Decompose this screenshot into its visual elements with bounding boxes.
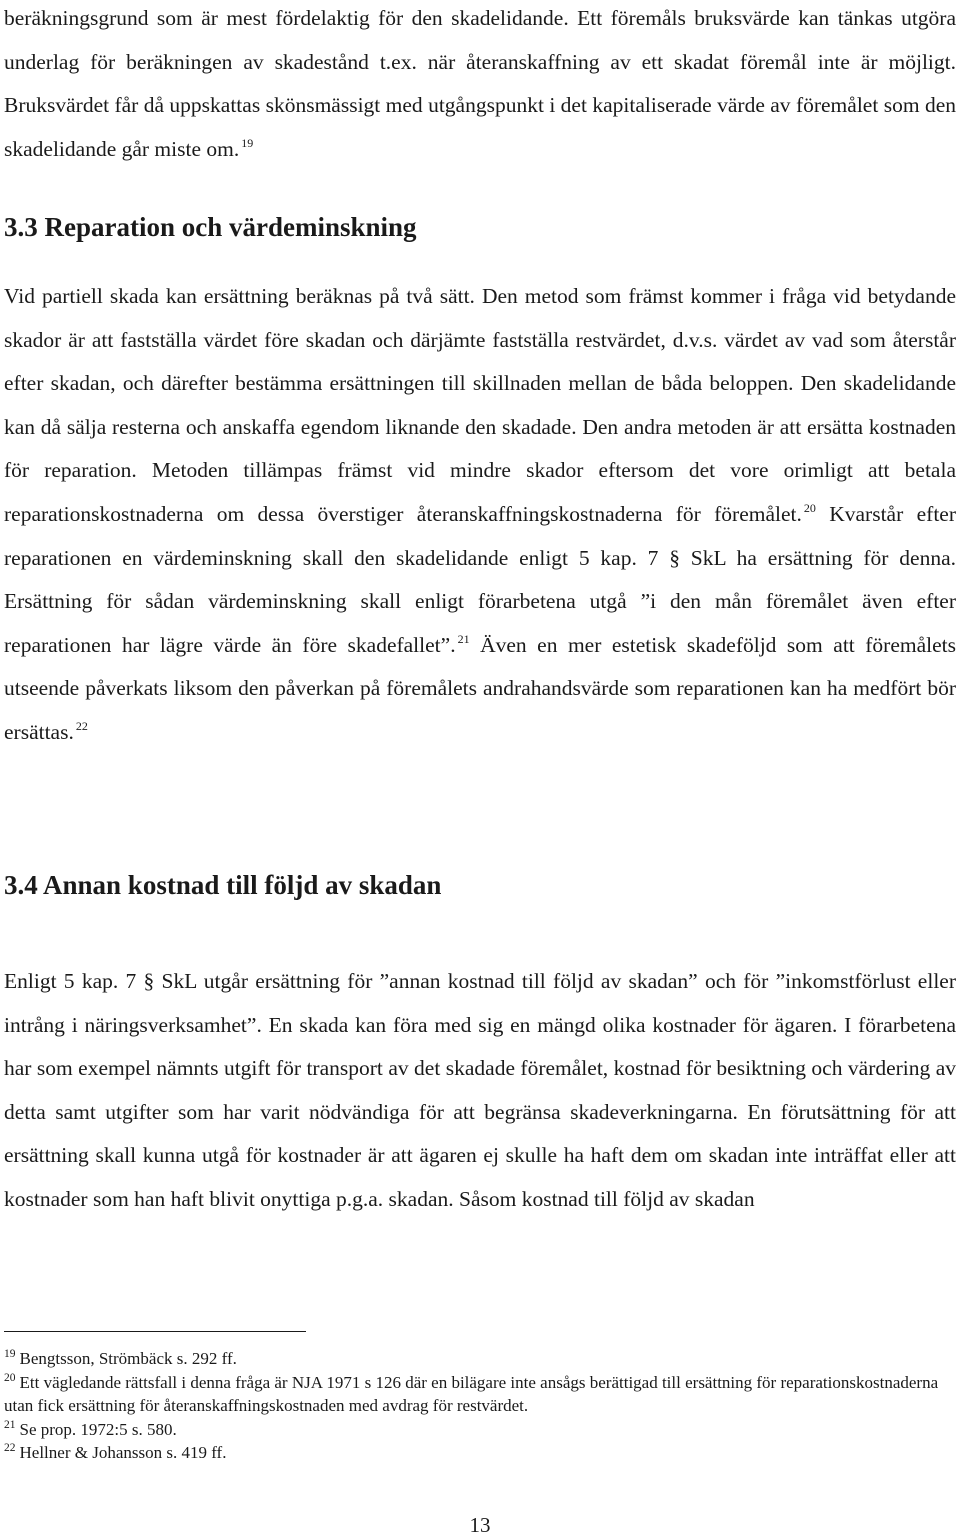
paragraph-text: Vid partiell skada kan ersättning beräknas på två sätt. Den metod som främst kommer i fråga vid betydande skador är att fastställa värdet före skadan och därjämte fastställa restvärdet, d.v.s. värdet av vad som återstår efter skadan, och därefter bestämma ersättningen till skillnaden mellan de båda beloppen. Den skadelidande kan då sälja resterna och anskaffa egendom liknande den skadade. Den andra metoden är att ersätta kostnaden för reparation. Metoden tillämpas främst vid mindre skador eftersom det vore orimligt att betala reparationskostnaderna om dessa överstiger återanskaffningskostnaderna för föremålet. [4, 284, 956, 526]
paragraph-repair [4, 275, 956, 755]
paragraph-text: Kvarstår efter reparationen en värdeminskning skall den skadelidande enligt 5 kap. 7 § SkL ha ersättning för denna. Ersättning för sådan värdeminskning skall enligt förarbetena utgå ”i den mån föremålet även efter reparationen har lägre värde än före skadefallet”. [4, 501, 956, 657]
page-number: 13 [469, 1513, 491, 1537]
footnote-text: Se prop. 1972:5 s. 580. [19, 1419, 177, 1439]
footnote-number: 21 [4, 1418, 16, 1431]
footnote-ref-20[interactable]: 20 [803, 500, 816, 515]
footnote-text: Ett vägledande rättsfall i denna fråga är NJA 1971 s 126 där en bilägare inte ansågs berättigad till ersättning för reparationskostnaderna utan fick ersättning för återanskaffningskostnaden med avdrag för restvärdet. [4, 1372, 939, 1415]
footnote-20 [4, 1371, 944, 1418]
paragraph-other-cost [4, 960, 956, 1265]
footnote-22 [4, 1441, 944, 1465]
footnote-text: Bengtsson, Strömbäck s. 292 ff. [19, 1349, 237, 1368]
footnote-text: Hellner & Johansson s. 419 ff. [19, 1443, 227, 1462]
section-heading-3-3: 3.3 Reparation och värdeminskning [4, 212, 417, 242]
footnote-ref-21[interactable]: 21 [457, 631, 470, 646]
footnote-divider [4, 1331, 306, 1332]
footnotes [4, 1347, 944, 1465]
footnote-number: 22 [4, 1442, 16, 1454]
footnote-number: 19 [4, 1348, 16, 1360]
paragraph-text: Även en mer estetisk skadeföljd som att föremålets utseende påverkats liksom den påverkan på föremålets andrahandsvärde som reparationen kan ha medfört bör ersättas. [4, 632, 957, 744]
footnote-number: 20 [4, 1371, 16, 1384]
paragraph-text: beräkningsgrund som är mest fördelaktig för den skadelidande. Ett föremåls bruksvärde kan tänkas utgöra underlag för beräkningen av skadestånd t.ex. när återanskaffning av ett skadat föremål inte är möjligt. Bruksvärdet får då uppskattas skönsmässigt med utgångspunkt i det kapitaliserade värde av föremålet som den skadelidande går miste om. [4, 6, 956, 161]
footnote-21 [4, 1418, 944, 1442]
paragraph-valuation [4, 0, 956, 171]
footnote-19 [4, 1347, 944, 1371]
section-heading-3-4: 3.4 Annan kostnad till följd av skadan [4, 870, 442, 900]
footnote-ref-22[interactable]: 22 [75, 718, 88, 733]
footnote-ref-19[interactable]: 19 [241, 135, 254, 150]
paragraph-text: Enligt 5 kap. 7 § SkL utgår ersättning för ”annan kostnad till följd av skadan” och för ”inkomstförlust eller intrång i näringsverksamhet”. En skada kan föra med sig en mängd olika kostnader för ägaren. I förarbetena har som exempel nämnts utgift för transport av det skadade föremålet, kostnad för besiktning och värdering av detta samt utgifter som har varit nödvändiga för att begränsa skadeverkningarna. En förutsättning för att ersättning skall kunna utgå för kostnader är att ägaren ej skulle ha haft dem om skadan inte inträffat eller att kostnader som han haft blivit onyttiga p.g.a. skadan. Såsom kostnad till följd av skadan [4, 969, 956, 1211]
